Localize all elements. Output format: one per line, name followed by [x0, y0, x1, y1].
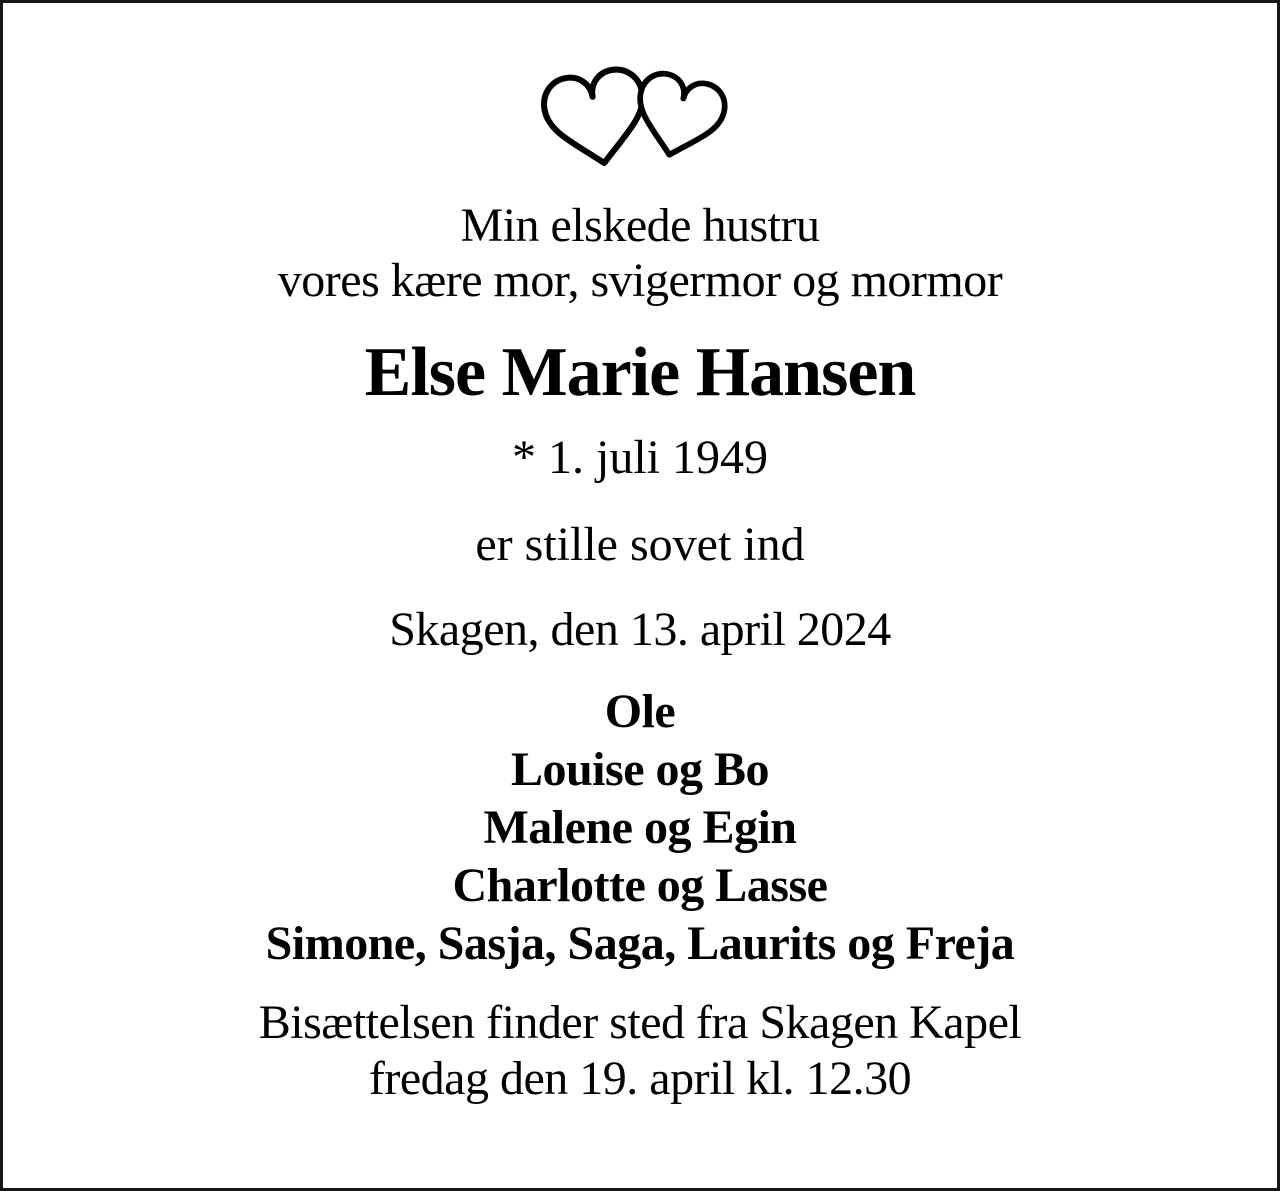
- ceremony-info: [3, 995, 1277, 1107]
- intro-line-1: Min elskede hustru: [460, 199, 820, 252]
- relative-line: Simone, Sasja, Saga, Laurits og Freja: [265, 917, 1015, 970]
- ceremony-line-1: Bisættelsen finder sted fra Skagen Kapel: [258, 996, 1022, 1049]
- relative-line: Louise og Bo: [510, 743, 770, 796]
- relative-line: Ole: [604, 685, 676, 738]
- double-hearts-icon: [540, 60, 740, 174]
- intro-line-2: vores kære mor, svigermor og mormor: [277, 254, 1003, 307]
- death-phrase: er stille sovet ind: [475, 518, 805, 571]
- relative-line: Malene og Egin: [483, 801, 797, 854]
- birth-date-line: * 1. juli 1949: [511, 431, 768, 484]
- ceremony-line-2: fredag den 19. april kl. 12.30: [368, 1052, 912, 1105]
- place-date-line: Skagen, den 13. april 2024: [389, 603, 891, 656]
- relatives-list: [3, 683, 1277, 973]
- deceased-name: Else Marie Hansen: [364, 334, 916, 411]
- intro-lines: [3, 198, 1277, 308]
- relative-line: Charlotte og Lasse: [452, 859, 828, 912]
